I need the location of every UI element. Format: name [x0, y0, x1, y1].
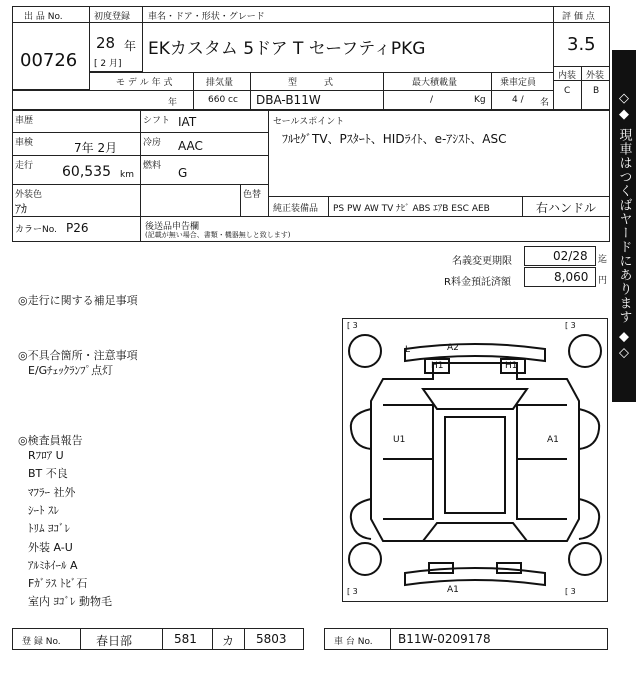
color-change-label: 色替	[243, 190, 262, 200]
car-name: EKカスタム 5ドア T セーフティPKG	[148, 39, 426, 59]
corner-bl: [ 3	[347, 587, 358, 596]
first-reg-month: [ 2 月]	[94, 59, 122, 69]
damage-a2-mark: A2	[447, 343, 459, 353]
shift-value: IAT	[178, 115, 197, 129]
type-value: DBA-B11W	[256, 93, 321, 107]
inspector-item: ｼｰﾄ ｽﾚ	[28, 504, 59, 517]
corner-br: [ 3	[565, 587, 576, 596]
sales-point-label: セールスポイント	[273, 117, 345, 127]
aftermarket-label: 後送品申告欄	[145, 222, 200, 232]
chassis-number: B11W-0209178	[398, 632, 491, 646]
first-reg-year-unit: 年	[124, 39, 137, 53]
displacement-value: 660 cc	[208, 95, 238, 105]
steering-value: 右ハンドル	[536, 201, 597, 215]
exterior-label: 外装	[586, 71, 605, 81]
corner-tr: [ 3	[565, 321, 576, 330]
damage-h1-left: H1	[431, 361, 444, 371]
damage-h1-right: H1	[505, 361, 518, 371]
recycle-amount: 8,060	[554, 270, 589, 284]
inspector-item: BT 不良	[28, 467, 68, 480]
type-label: 型 式	[288, 78, 334, 88]
car-diagram	[342, 318, 608, 602]
inspector-title: ◎検査員報告	[18, 434, 83, 447]
driving-notes-title: ◎走行に関する補足事項	[18, 294, 138, 307]
registration-class: 581	[174, 632, 197, 646]
interior-grade: C	[564, 86, 571, 96]
first-reg-year: 28	[96, 34, 116, 52]
defect-item: E/Gﾁｪｯｸﾗﾝﾌﾟ点灯	[28, 364, 114, 377]
model-year-unit: 年	[168, 98, 178, 108]
registration-kana: カ	[222, 634, 235, 648]
rating-value: 3.5	[567, 34, 596, 55]
capacity-label: 乗車定員	[500, 78, 537, 88]
name-change-date: 02/28	[553, 249, 588, 263]
defects-title: ◎不具合箇所・注意事項	[18, 349, 138, 362]
capacity-unit: 名	[540, 98, 550, 108]
recycle-label: R料金預託済額	[444, 277, 511, 288]
damage-a1-rear: A1	[447, 585, 459, 595]
name-change-unit: 迄	[598, 255, 608, 265]
ac-label: 冷房	[143, 138, 162, 148]
sales-point-text: ﾌﾙｾｸﾞTV、Pｽﾀｰﾄ、HIDﾗｲﾄ、e-ｱｼｽﾄ、ASC	[282, 132, 507, 146]
color-no-value: P26	[66, 221, 89, 235]
ac-value: AAC	[178, 139, 203, 153]
max-load-label: 最大積載量	[412, 78, 458, 88]
registration-area: 春日部	[96, 634, 133, 648]
mileage-value: 60,535	[62, 164, 111, 180]
inspection-value: 7年 2月	[74, 141, 118, 155]
aftermarket-note: (記載が無い場合、書類・機器無しと致します)	[145, 231, 291, 239]
fuel-value: G	[178, 166, 188, 180]
history-label: 車歴	[15, 116, 34, 126]
exterior-color-label: 外装色	[15, 190, 43, 200]
damage-a1-side: A1	[547, 435, 559, 445]
exterior-grade: B	[593, 86, 600, 96]
max-load-sep: /	[430, 95, 434, 105]
capacity-value: 4 /	[512, 95, 524, 105]
chassis-label: 車 台 No.	[334, 637, 373, 647]
damage-l-mark: L	[405, 345, 411, 355]
registration-label: 登 録 No.	[22, 637, 61, 647]
inspection-label: 車検	[15, 138, 34, 148]
interior-label: 内装	[558, 71, 577, 81]
exterior-color-value: ｱｶ	[15, 202, 28, 216]
inspector-item: ﾄﾘﾑ ﾖｺﾞﾚ	[28, 522, 70, 535]
max-load-unit: Kg	[474, 95, 486, 105]
inspector-item: 室内 ﾖｺﾞﾚ 動物毛	[28, 595, 112, 608]
first-reg-label: 初度登録	[94, 12, 131, 22]
inspector-item: ﾏﾌﾗｰ 社外	[28, 486, 76, 499]
displacement-label: 排気量	[206, 78, 234, 88]
yard-location-banner: ◇◆ 現車はつくばヤードにあります ◆◇	[612, 50, 636, 402]
equipment-text: PS PW AW TV ﾅﾋﾞ ABS ｴｱB ESC AEB	[333, 204, 490, 214]
damage-u1-mark: U1	[393, 435, 406, 445]
car-name-label: 車名・ドア・形状・グレード	[148, 12, 265, 22]
lot-label: 出 品 No.	[24, 12, 63, 22]
mileage-unit: km	[120, 170, 134, 180]
inspector-item: Fｶﾞﾗｽ ﾄﾋﾞ石	[28, 577, 88, 590]
lot-number: 00726	[20, 50, 78, 71]
model-year-label: モ デ ル 年 式	[116, 78, 173, 88]
inspector-item: 外装 A-U	[28, 541, 73, 554]
name-change-label: 名義変更期限	[452, 256, 512, 267]
equipment-label: 純正装備品	[273, 204, 319, 214]
registration-number: 5803	[256, 632, 287, 646]
inspector-item: ｱﾙﾐﾎｲｰﾙ A	[28, 559, 78, 572]
fuel-label: 燃料	[143, 161, 162, 171]
corner-tl: [ 3	[347, 321, 358, 330]
inspector-item: Rﾌﾛｱ U	[28, 449, 64, 462]
color-no-label: カラーNo.	[15, 225, 57, 235]
mileage-label: 走行	[15, 161, 34, 171]
shift-label: シフト	[143, 116, 171, 126]
recycle-unit: 円	[598, 276, 608, 286]
rating-label: 評 価 点	[562, 12, 595, 22]
